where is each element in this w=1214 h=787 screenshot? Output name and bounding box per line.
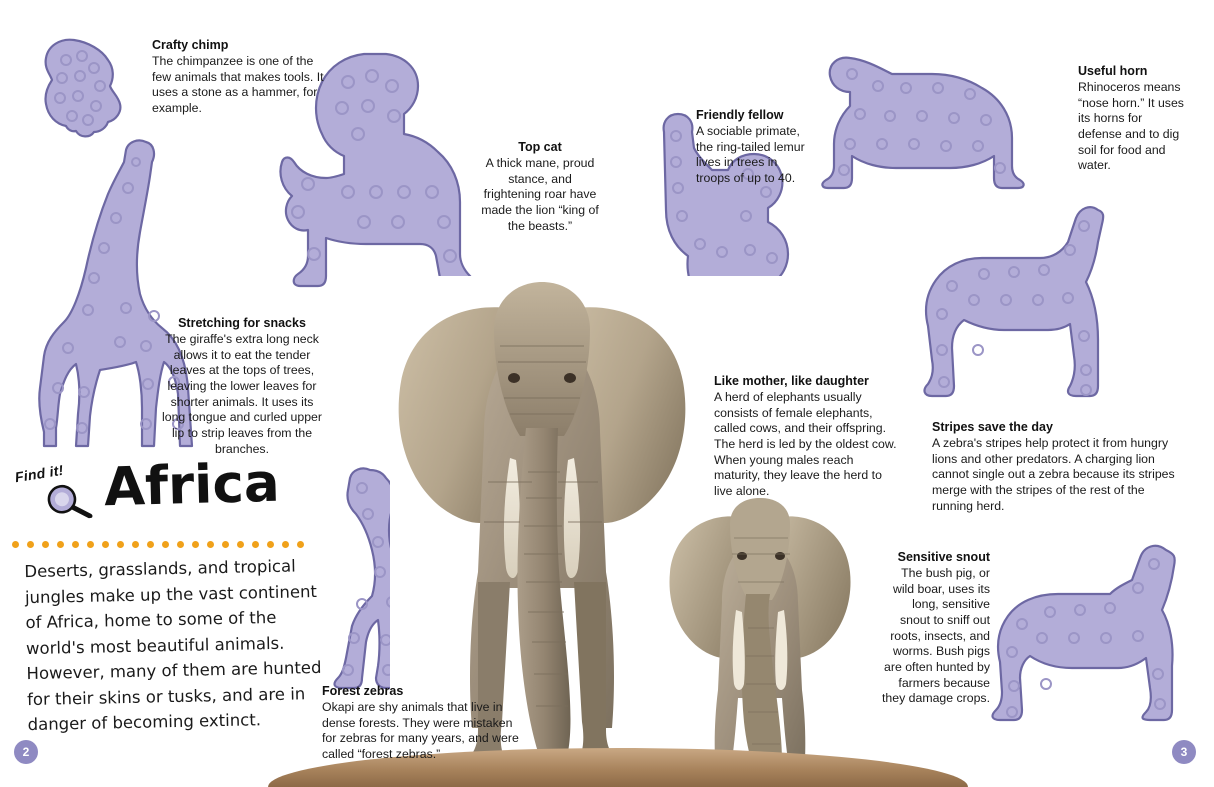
caption-body: A zebra's stripes help protect it from hungry lions and other predators. A charging lion cannot single out a zebra because its stripes merge with the stripes of the rest of the running herd. [932, 436, 1175, 513]
caption-body: The bush pig, or wild boar, uses its long, sensitive snout to sniff out roots, insects, and worms. Bush pigs are often hunted by farmers because they damage crops. [881, 566, 990, 706]
caption-friendly-fellow [696, 108, 808, 187]
caption-top-cat [478, 140, 602, 234]
rhinoceros-silhouette [820, 28, 1030, 188]
caption-forest-zebras [322, 684, 528, 763]
caption-title: Crafty chimp [152, 38, 229, 52]
caption-body: Okapi are shy animals that live in dense forests. They were mistaken for zebras for many years, and were called “forest zebras.” [322, 700, 519, 762]
bush-pig-silhouette [988, 532, 1188, 722]
caption-title: Friendly fellow [696, 108, 784, 122]
caption-body: The chimpanzee is one of the few animals that makes tools. It uses a stone as a hammer, for example. [152, 54, 324, 116]
caption-sensitive-snout [880, 550, 990, 707]
page-number-right: 3 [1172, 740, 1196, 764]
caption-body: A herd of elephants usually consists of female elephants, called cows, and their offspring. The herd is led by the oldest cow. When young males reach maturity, they leave the herd to live alone. [714, 390, 897, 498]
caption-title: Top cat [518, 140, 562, 154]
caption-title: Stretching for snacks [178, 316, 306, 330]
caption-stretching-for-snacks [160, 316, 324, 457]
caption-body: A sociable primate, the ring-tailed lemur lives in trees in troops of up to 40. [696, 124, 805, 186]
page-number-left: 2 [14, 740, 38, 764]
zebra-silhouette [918, 200, 1118, 400]
caption-title: Forest zebras [322, 684, 404, 698]
caption-body: A thick mane, proud stance, and frightening roar have made the lion “king of the beasts.” [481, 156, 599, 233]
caption-body: Rhinoceros means “nose horn.” It uses its horns for defense and to dig soil for food and water. [1078, 80, 1184, 173]
caption-title: Sensitive snout [897, 550, 990, 564]
caption-stripes-save-the-day [932, 420, 1180, 514]
caption-crafty-chimp [152, 38, 324, 117]
intro-paragraph: Deserts, grasslands, and tropical jungles make up the vast continent of Africa, home to some of the world's most beautiful animals. However, many of them are hunted for their skins or tusks, and are in danger of becoming extinct. [24, 556, 322, 735]
caption-body: The giraffe's extra long neck allows it to eat the tender leaves at the tops of trees, leaving the lower leaves for shorter animals. It uses its long tongue and curled upper lip to strip leaves from the branches. [162, 332, 322, 456]
caption-title: Like mother, like daughter [714, 374, 869, 388]
dotted-divider [12, 540, 312, 550]
caption-useful-horn [1078, 64, 1186, 174]
elephant-calf [660, 498, 860, 787]
find-it-badge [14, 455, 113, 530]
caption-title: Stripes save the day [932, 420, 1053, 434]
caption-like-mother-like-daughter [714, 374, 900, 500]
find-it-label: Find it! [13, 461, 65, 486]
magnifier-icon [43, 478, 95, 530]
chimpanzee-silhouette [22, 30, 142, 142]
page-title: Africa [103, 452, 281, 519]
caption-title: Useful horn [1078, 64, 1148, 78]
